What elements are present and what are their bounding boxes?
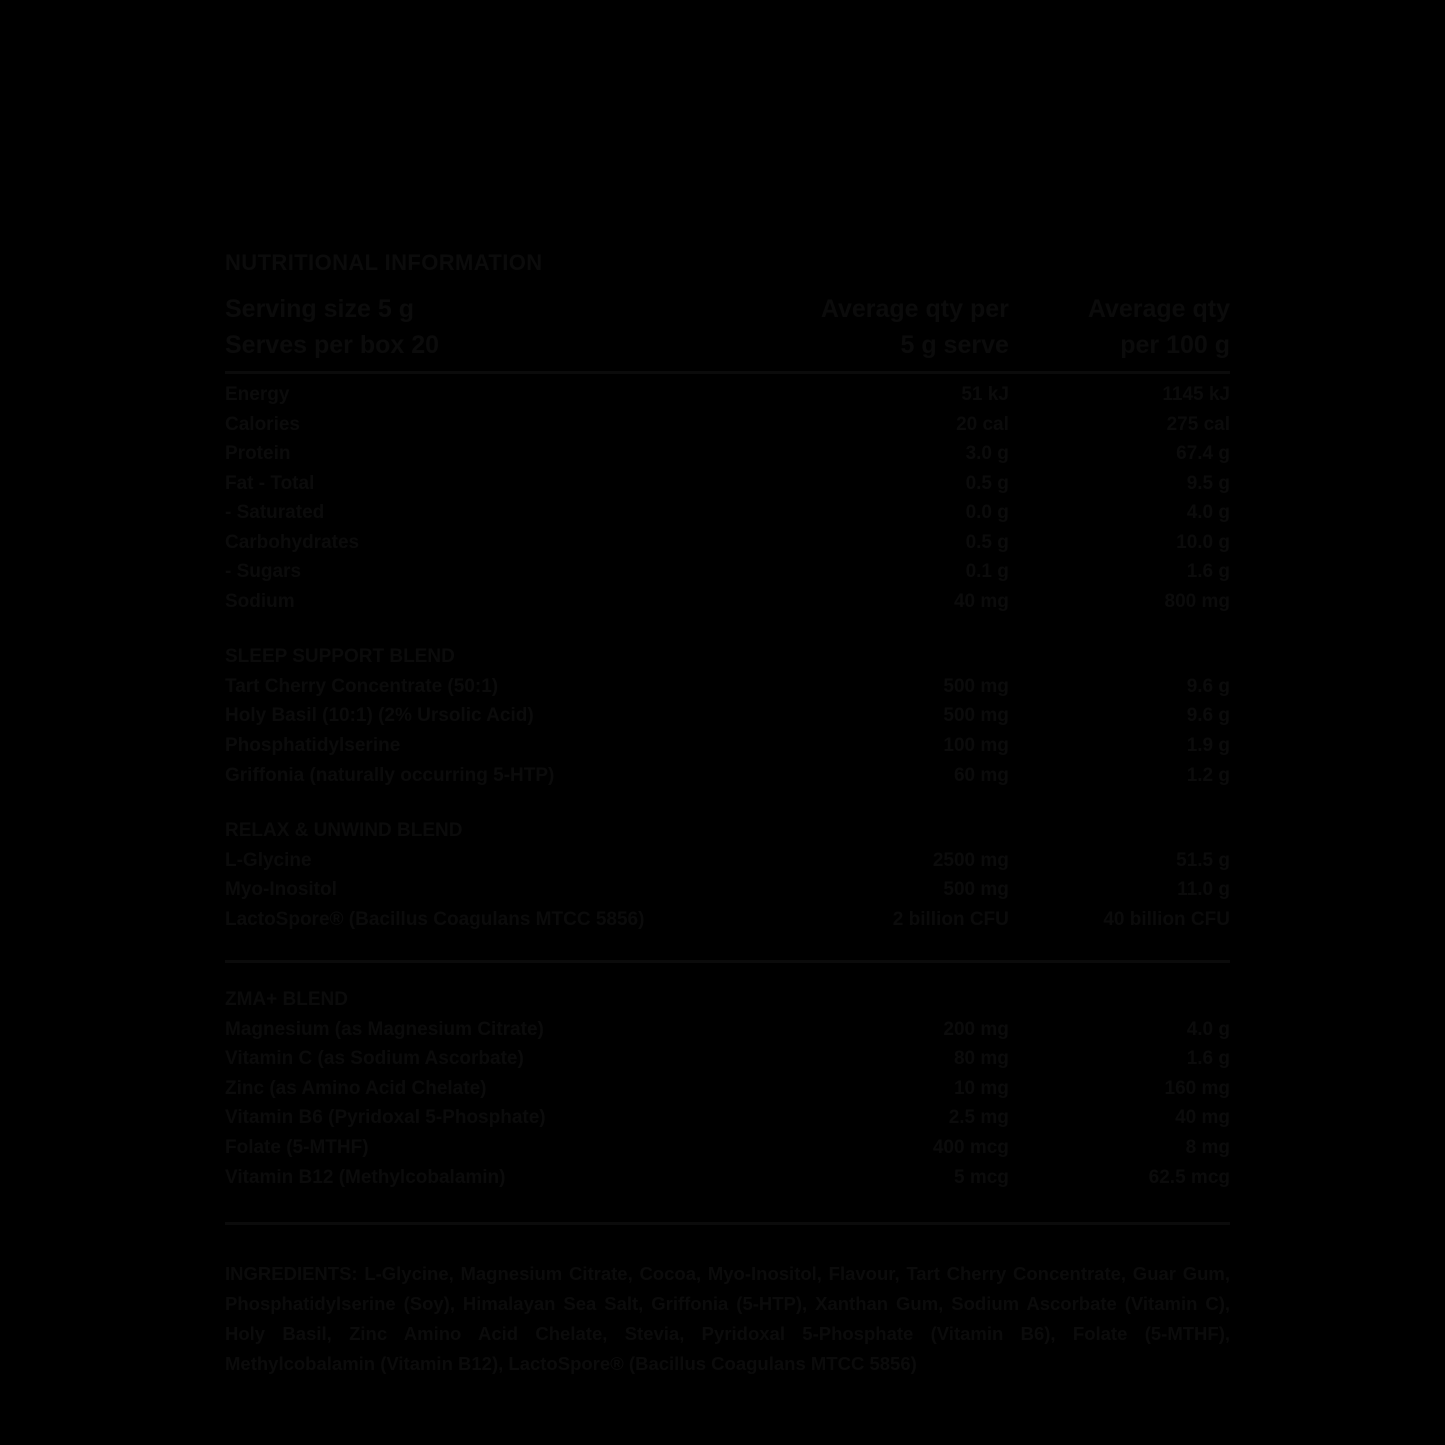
row-value-100g: 800 mg (1164, 590, 1230, 612)
row-value-100g: 10.0 g (1176, 531, 1230, 553)
table-row (225, 557, 1230, 587)
ingredients-divider-row (225, 1192, 1230, 1225)
col2-header-line2: per 100 g (1120, 330, 1230, 359)
row-value-100g: 51.5 g (1176, 849, 1230, 871)
row-value-100g: 1.6 g (1186, 561, 1230, 583)
table-row (225, 1103, 1230, 1133)
ingredients-divider (225, 1192, 1230, 1225)
row-value-serve: 500 mg (943, 675, 1009, 697)
row-value-serve: 10 mg (953, 1077, 1009, 1099)
row-value-100g: 62.5 mcg (1148, 1166, 1230, 1188)
row-label: Vitamin B6 (Pyridoxal 5-Phosphate) (225, 1107, 546, 1129)
page-title: NUTRITIONAL INFORMATION (225, 250, 543, 275)
table-row (225, 1074, 1230, 1104)
row-label: Fat - Total (225, 472, 315, 494)
nutrition-table-body (225, 292, 1230, 1225)
row-value-serve: 60 mg (953, 764, 1009, 786)
row-value-serve: 3.0 g (965, 443, 1009, 465)
blend-heading: SLEEP SUPPORT BLEND (225, 646, 455, 668)
col2-header-line1: Average qty (1087, 295, 1230, 323)
row-value-100g: 40 mg (1175, 1107, 1230, 1129)
table-header-row-2 (225, 328, 1230, 364)
table-row (225, 875, 1230, 905)
blend-divider (225, 934, 1230, 985)
row-label: Phosphatidylserine (225, 735, 401, 757)
col1-header-line1: Average qty per (820, 295, 1009, 323)
row-value-100g: 8 mg (1185, 1137, 1230, 1159)
table-row (225, 846, 1230, 876)
row-label: - Saturated (225, 502, 325, 524)
row-label: Tart Cherry Concentrate (50:1) (225, 675, 499, 697)
table-row (225, 1163, 1230, 1193)
table-row (225, 1044, 1230, 1074)
row-value-serve: 20 cal (956, 413, 1009, 435)
row-value-serve: 200 mg (943, 1018, 1009, 1040)
row-value-100g: 275 cal (1166, 413, 1230, 435)
row-value-100g: 9.5 g (1186, 472, 1230, 494)
row-label: Energy (225, 384, 290, 405)
row-label: Myo-Inositol (225, 879, 337, 901)
row-value-serve: 40 mg (953, 590, 1009, 612)
row-value-100g: 1.2 g (1186, 764, 1230, 786)
section-spacer (225, 790, 1230, 816)
row-value-serve: 5 mcg (953, 1166, 1009, 1188)
section-spacer (225, 616, 1230, 642)
blend-heading: RELAX & UNWIND BLEND (225, 820, 463, 842)
table-row (225, 587, 1230, 617)
table-row (225, 528, 1230, 558)
row-value-serve: 0.1 g (965, 561, 1009, 583)
table-row (225, 731, 1230, 761)
serving-size-label: Serving size 5 g (225, 295, 414, 323)
table-row (225, 469, 1230, 499)
row-value-serve: 0.0 g (965, 502, 1009, 524)
col1-header-line2: 5 g serve (900, 330, 1009, 359)
row-value-serve: 500 mg (943, 879, 1009, 901)
row-label: Folate (5-MTHF) (225, 1137, 369, 1159)
row-value-100g: 40 billion CFU (1103, 908, 1230, 930)
table-header-row (225, 292, 1230, 328)
row-label: Vitamin B12 (Methylcobalamin) (225, 1166, 506, 1188)
row-value-serve: 100 mg (943, 735, 1009, 757)
row-value-100g: 11.0 g (1177, 879, 1230, 901)
row-value-100g: 9.6 g (1186, 705, 1230, 727)
row-label: Zinc (as Amino Acid Chelate) (225, 1077, 487, 1099)
row-label: Vitamin C (as Sodium Ascorbate) (225, 1048, 524, 1070)
blend-heading-row (225, 985, 1230, 1015)
row-label: Sodium (225, 590, 295, 612)
row-value-100g: 9.6 g (1186, 675, 1230, 697)
header-divider-row (225, 363, 1230, 380)
blend-heading-row (225, 816, 1230, 846)
servings-per-box-label: Serves per box 20 (225, 330, 440, 359)
row-label: Carbohydrates (225, 531, 360, 553)
row-label: - Sugars (225, 561, 302, 583)
table-row (225, 1133, 1230, 1163)
row-value-serve: 500 mg (943, 705, 1009, 727)
blend-heading: ZMA+ BLEND (225, 989, 348, 1011)
row-value-100g: 4.0 g (1186, 1018, 1230, 1040)
row-label: LactoSpore® (Bacillus Coagulans MTCC 5856) (225, 908, 645, 930)
table-row (225, 905, 1230, 935)
row-value-100g: 4.0 g (1186, 502, 1230, 524)
table-row (225, 410, 1230, 440)
row-value-100g: 1145 kJ (1162, 384, 1230, 405)
row-label: L-Glycine (225, 849, 312, 871)
table-row (225, 701, 1230, 731)
table-row (225, 672, 1230, 702)
row-value-serve: 2500 mg (932, 849, 1009, 871)
nutrition-panel (225, 250, 1230, 1379)
row-value-100g: 1.9 g (1186, 735, 1230, 757)
row-label: Protein (225, 443, 291, 465)
row-label: Griffonia (naturally occurring 5-HTP) (225, 764, 555, 786)
row-value-serve: 0.5 g (965, 531, 1009, 553)
header-divider (225, 363, 1230, 380)
table-row (225, 498, 1230, 528)
row-value-100g: 67.4 g (1176, 443, 1230, 465)
blend-divider-row (225, 934, 1230, 985)
row-value-serve: 51 kJ (961, 384, 1009, 405)
row-value-serve: 2 billion CFU (892, 908, 1009, 930)
row-value-serve: 400 mcg (932, 1137, 1009, 1159)
row-value-100g: 160 mg (1164, 1077, 1230, 1099)
row-label: Calories (225, 413, 300, 435)
row-label: Magnesium (as Magnesium Citrate) (225, 1018, 544, 1040)
table-row (225, 439, 1230, 469)
table-row (225, 761, 1230, 791)
row-value-serve: 80 mg (953, 1048, 1009, 1070)
row-label: Holy Basil (10:1) (2% Ursolic Acid) (225, 705, 534, 727)
row-value-serve: 2.5 mg (948, 1107, 1009, 1129)
nutrition-table (225, 292, 1230, 1225)
ingredients-text: INGREDIENTS: L-Glycine, Magnesium Citrate, Cocoa, Myo-Inositol, Flavour, Tart Cherry Concentrate, Guar Gum, Phosphatidylserine (Soy), Himalayan Sea Salt, Griffonia (5-HTP), Xanthan Gum, Sodium Ascorbate (Vitamin C), Holy Basil, Zinc Amino Acid Chelate, Stevia, Pyridoxal 5-Phosphate (Vitamin B6), Folate (5-MTHF), Methylcobalamin (Vitamin B12), LactoSpore® (Bacillus Coagulans MTCC 5856) (225, 1263, 1230, 1375)
row-value-100g: 1.6 g (1186, 1048, 1230, 1070)
row-value-serve: 0.5 g (965, 472, 1009, 494)
table-row (225, 1015, 1230, 1045)
table-row (225, 380, 1230, 410)
blend-heading-row (225, 642, 1230, 672)
